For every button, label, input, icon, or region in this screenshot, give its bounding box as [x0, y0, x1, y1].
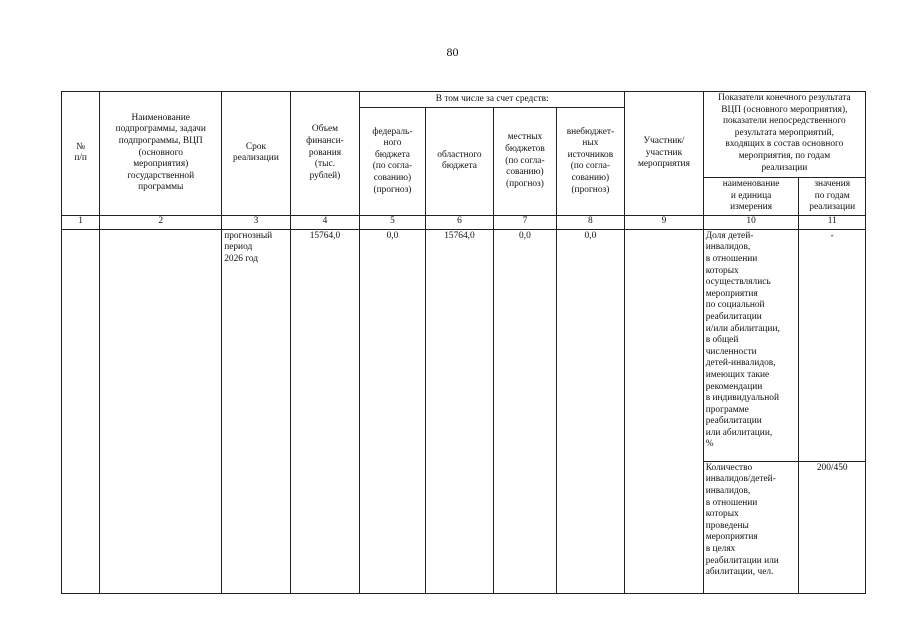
- header-participant: Участник/ участник мероприятия: [625, 92, 704, 216]
- header-period: Срок реализации: [222, 92, 291, 216]
- header-sources-group: В том числе за счет средств:: [360, 92, 625, 108]
- index-cell: 9: [625, 215, 704, 229]
- header-name: Наименование подпрограммы, задачи подпрограммы, ВЦП (основного мероприятия) государственной программы: [100, 92, 222, 216]
- row-num: [62, 229, 100, 593]
- header-volume: Объем финанси- рования (тыс. рублей): [290, 92, 360, 216]
- index-cell: 5: [360, 215, 425, 229]
- index-cell: 4: [290, 215, 360, 229]
- index-cell: 6: [425, 215, 494, 229]
- indicator-value: -: [799, 229, 866, 461]
- row-participant: [625, 229, 704, 593]
- indicator-name: Количество инвалидов/детей- инвалидов, в отношении которых проведены мероприятия в целях реабилитации или абилитации, чел.: [703, 461, 799, 593]
- header-indicator-values: значения по годам реализации: [799, 178, 866, 216]
- header-federal: федераль- ного бюджета (по согла- сованию) (прогноз): [360, 108, 425, 216]
- page-number: 80: [446, 45, 459, 59]
- header-indicator-name: наименование и единица измерения: [703, 178, 799, 216]
- header-extrabudget: внебюджет- ных источников (по согла- сованию) (прогноз): [556, 108, 625, 216]
- index-cell: 2: [100, 215, 222, 229]
- row-name: [100, 229, 222, 593]
- row-regional: 15764,0: [425, 229, 494, 593]
- index-cell: 7: [494, 215, 556, 229]
- row-period: прогнозный период 2026 год: [222, 229, 291, 593]
- index-cell: 1: [62, 215, 100, 229]
- program-table: [61, 91, 866, 594]
- header-indicators-group: Показатели конечного результата ВЦП (основного мероприятия), показатели непосредственного результата мероприятий, входящих в состав основного мероприятия, по годам реализации: [703, 92, 865, 178]
- index-cell: 3: [222, 215, 291, 229]
- indicator-name: Доля детей- инвалидов, в отношении которых осуществлялись мероприятия по социальной реабилитации и/или абилитации, в общей численности детей-инвалидов, имеющих такие рекомендации в индивидуальной программе реабилитации или абилитации, %: [703, 229, 799, 461]
- header-num: № п/п: [62, 92, 100, 216]
- row-extrabudget: 0,0: [556, 229, 625, 593]
- indicator-value: 200/450: [799, 461, 866, 593]
- index-cell: 8: [556, 215, 625, 229]
- index-cell: 10: [703, 215, 799, 229]
- row-federal: 0,0: [360, 229, 425, 593]
- header-regional: областного бюджета: [425, 108, 494, 216]
- header-local: местных бюджетов (по согла- сованию) (прогноз): [494, 108, 556, 216]
- index-cell: 11: [799, 215, 866, 229]
- row-volume: 15764,0: [290, 229, 360, 593]
- row-local: 0,0: [494, 229, 556, 593]
